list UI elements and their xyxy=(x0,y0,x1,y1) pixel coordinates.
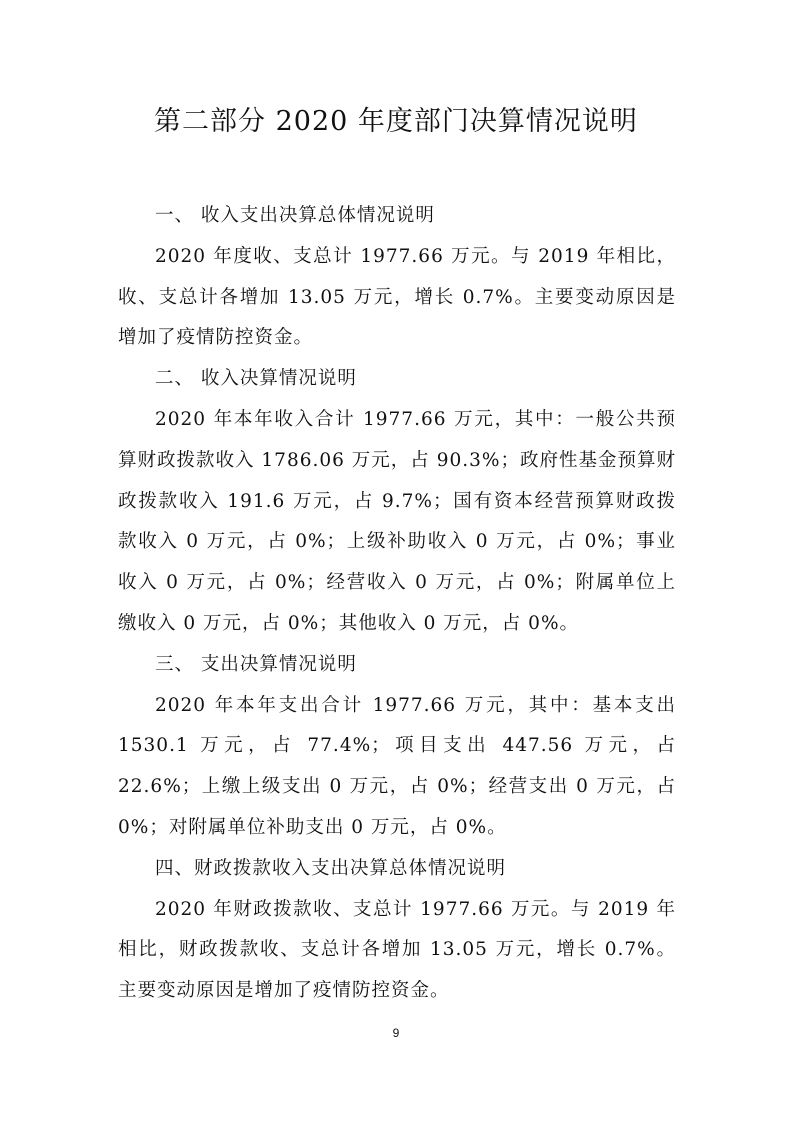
section-heading-4: 四、财政拨款收入支出决算总体情况说明 xyxy=(155,857,507,879)
page-title: 第二部分 2020 年度部门决算情况说明 xyxy=(154,106,638,137)
section-heading-1: 一、 收入支出决算总体情况说明 xyxy=(155,205,435,226)
section-heading-2: 二、 收入决算情况说明 xyxy=(155,368,357,390)
section-paragraph-4: 2020 年财政拨款收、支总计 1977.66 万元。与 2019 年相比，财政拨款收、支总计各增加 13.05 万元，增长 0.7%。主要变动原因是增加了疫情防控资金。 xyxy=(118,898,676,1002)
section-paragraph-3: 2020 年本年支出合计 1977.66 万元，其中：基本支出 1530.1 万元，占 77.4%；项目支出 447.56 万元，占 22.6%；上缴上级支出 0 万元，占 0%；经营支出 0 万元，占 0%；对附属单位补助支出 0 万元，占 0%。 xyxy=(118,694,676,838)
page-number: 9 xyxy=(392,1026,400,1040)
section-heading-3: 三、 支出决算情况说明 xyxy=(155,653,357,675)
document-body xyxy=(118,196,676,1012)
section-paragraph-2: 2020 年本年收入合计 1977.66 万元，其中：一般公共预算财政拨款收入 1786.06 万元，占 90.3%；政府性基金预算财政拨款收入 191.6 万元，占 9.7%；国有资本经营预算财政拨款收入 0 万元，占 0%；上级补助收入 0 万元，占 0%；事业收入 0 万元，占 0%；经营收入 0 万元，占 0%；附属单位上缴收入 0 万元，占 0%；其他收入 0 万元，占 0%。 xyxy=(118,408,676,634)
section-paragraph-1: 2020 年度收、支总计 1977.66 万元。与 2019 年相比，收、支总计各增加 13.05 万元，增长 0.7%。主要变动原因是增加了疫情防控资金。 xyxy=(118,245,676,349)
